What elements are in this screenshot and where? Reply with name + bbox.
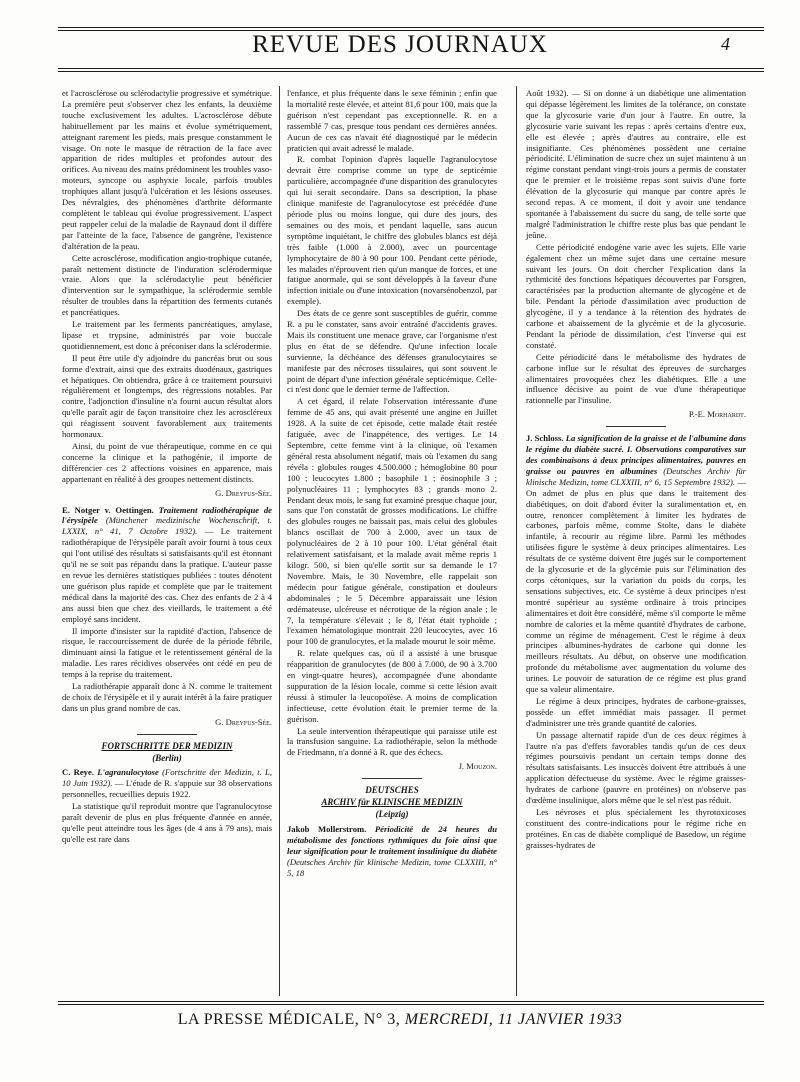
- col2-paragraph-6: La seule intervention thérapeutique qui paraisse utile est la transfusion sanguine. La radiothérapie, selon la méthode de Friedmann, n'a donné à R. que des échecs.: [287, 725, 497, 758]
- col2-paragraph-1: l'enfance, et plus fréquente dans le sexe féminin ; enfin que la mortalité reste élevée, et atteint 81,6 pour 100, mais que la guérison n'est cependant pas exceptionnelle. R. en a rassemblé 7 cas, presque tous pendant ces dernières années. Aucun de ces cas n'avait été diagnostiqué par le médecin praticien qui avait adressé le malade.: [287, 88, 497, 153]
- article-title: La signification de la graisse et de l'albumine dans le régime du diabète sucré. I. Observations comparatives sur des combinaisons à deux principes alimentaires, pauvres en graisse ou pauvres en albumines: [526, 433, 746, 476]
- section-divider: [606, 426, 666, 427]
- col1-paragraph-5: Ainsi, du point de vue thérapeutique, comme en ce qui concerne la clinique et la pathogénie, il importe de différencier ces 2 affections voisines en apparence, mais appartenant en réalité à des groupes nettement distincts.: [62, 441, 272, 484]
- col1-paragraph-4: Il peut être utile d'y adjoindre du pancréas brut ou sous forme d'extrait, ainsi que des extraits duodénaux, gastriques et hépatiques. On obtiendra, grâce à ce traitement poursuivi régulièrement et longtemps, des régressions notables. Par contre, l'adjonction d'insuline n'a fourni aucun résultat alors qu'elle paraît agir de façon transitoire chez les acroscléreux qui réagissent souvent favorablement aux traitements hormonaux.: [62, 352, 272, 440]
- footer-rule-top: [58, 1001, 764, 1002]
- column-3: [526, 88, 746, 852]
- article-text: — On admet de plus en plus que dans le traitement des diabétiques, on doit d'abord éviter la suralimentation et, en outre, renoncer complètement à limiter les hydrates de carbones, parfois même, comme Stolte, dans le diabète infantile, à recourir au régime libre. Parmi les méthodes utilisées figure le système à deux principes alimentaires. Les résultats de ce système doivent être jugés sur le comportement de la glycosurie et de la glycémie puis sur l'élimination des corps cétoniques, sur la variation du poids du corps, les sensations subjectives, etc. Ce système à deux principes n'est montré supérieur au système ordinaire à trois principes alimentaires et doit être considéré, même s'il comporte le même nombre de calories et la même quantité d'hydrates de carbone, comme un régime de ménagement. C'est le régime à deux principes albumines-hydrates de carbone qui donne les meilleurs résultats. Au début, on observe une modification profonde du métabolisme avec augmentation du volume des urines. Le pouvoir de saturation de ce régime est plus grand que sa valeur alimentaire.: [526, 476, 746, 695]
- col1-article2-paragraph-2: Il importe d'insister sur la rapidité d'action, l'absence de risque, le raccourcissement de durée de la période fébrile, diminuant ainsi la fatigue et le retentissement général de la maladie. Les rares récidives observées ont cédé en peu de temps à la reprise du traitement.: [62, 625, 272, 680]
- col2-paragraph-5: R. relate quelques cas, où il a assisté à une brusque réapparition de granulocytes (de 800 à 7.000, de 90 à 3.700 en vingt-quatre heures), accompagnée d'une abondante suppuration de la lésion locale, comme si cette lésion avait réussi à stimuler la leucopoïèse. A moins de complication infectieuse, cette évolution était le premier terme de la guérison.: [287, 648, 497, 724]
- signature: P.-E. Morhardt.: [688, 409, 746, 420]
- article-heading-reye: [62, 767, 272, 800]
- signature: J. Mouzon.: [458, 761, 497, 772]
- article-title: L'agranulocytose: [97, 767, 159, 778]
- col3-paragraph-2: Cette périodicité endogène varie avec les sujets. Elle varie également chez un même sujet dans une certaine mesure suivant les jours. On doit chercher l'explication dans la rythmicité des fonctions hépatiques découvertes par Forsgren, caractérisées par la production alternante de glycogène et de bile. Pendant la période d'assimilation avec production de glycogène, il y a tendance à la rétention des hydrates de carbone et abaissement de la glycémie et de la glycosurie. Pendant la période de dissimilation, c'est l'inverse qui est constaté.: [526, 241, 746, 350]
- col2-paragraph-2: R. combat l'opinion d'après laquelle l'agranulocytose devrait être comprise comme un type de septicémie particulière, accompagnée d'une disparition des granulocytes qui lui serait secondaire. Dans sa description, la phase clinique manifeste de l'agranulocytose est précédée d'une période plus ou moins longue, qui dure des jours, des semaines ou des mois, et pendant laquelle, sans aucun symptôme inquiétant, le chiffre des globules blancs est déjà très faible (1.000 à 2.000), avec un pourcentage lymphocytaire de 80 à 90 pour 100. Pendant cette période, les malades n'éprouvent rien qu'un manque de forces, et une fatigue anormale, qui se sont développés à la faveur d'une infection initiale ou d'une intoxication (novarsénobenzol, par exemple).: [287, 154, 497, 307]
- article-author: Jakob Mollerstrom.: [287, 823, 367, 834]
- col3-article-paragraph-4: Les névroses et plus spécialement les thyrotoxicoses constituent des contre-indications pour le régime riche en protéines. En cas de diabète compliqué de Basedow, un régime graisses-hydrates de: [526, 807, 746, 850]
- section-city: (Leipzig): [375, 809, 409, 819]
- header-rule-top: [58, 27, 764, 28]
- col1-paragraph-2: Cette acrosclérose, modification angio-trophique cutanée, paraît nettement distincte de l'induration sclérodermique vraie. Alors que la sclérodactylie peut bénéficier d'intervention sur le sympathique, la sclérodermie semble résulter de troubles dans la répartition des ferments cutanés et pancréatiques.: [62, 252, 272, 318]
- column-separator-2: [516, 86, 517, 996]
- section-divider: [137, 734, 197, 735]
- col2-paragraph-4: A cet égard, il relate l'observation intéressante d'une femme de 45 ans, qui avait présenté une angine en Juillet 1928. A la suite de cet épisode, cette malade était restée fatiguée, avec de l'inappétence, des vertiges. Le 14 Septembre, cette femme vint à la clinique, où l'examen général resta absolument négatif, mais où l'examen du sang révéla : globules rouges 4.500.000 ; hémoglobine 80 pour 100 ; leucocytes 1.800 ; basophile 1 ; éosinophile 3 ; polynucléaires 11 ; lymphocytes 83 ; grands mono 2. Pendant deux mois, le sang fut examiné presque chaque jour, sans que l'on constatât de grosses modifications. Le chiffre des globules rouges ne baissait pas, mais celui des globules blancs oscillait de 700 à 2.000, avec un taux de polynucléaires de 2 à 10 pour 100. L'état général était relativement satisfaisant, et la malade avait même repris 1 kilogr. 500, si bien qu'elle sortit sur sa demande le 17 Novembre. Mais, le 30 Novembre, elle rappelait son médecin pour fatigue générale, constipation et douleurs abdominales ; le 5 Décembre apparaissait une lésion œdémateuse, ulcéreuse et nécrotique de la région anale ; le 7, la température s'élevait ; le 8, l'état était typhoïde ; l'examen hématologique montrait 220 leucocytes, avec 16 pour 100 de granulocytes, et la malade mourut le soir même.: [287, 396, 497, 647]
- section-divider: [362, 778, 422, 779]
- section-city: (Berlin): [152, 752, 182, 763]
- col3-paragraph-1: Août 1932). — Si on donne à un diabétique une alimentation qui dépasse légèrement les limites de la tolérance, on constate que la glycosurie varie d'un jour à l'autre. En outre, la glycosurie varie suivant les repas : après certains d'entre eux, elle est élevée ; après d'autres au contraire, elle est insignifiante. Ces phénomènes possèdent une certaine périodicité. L'élimination de sucre chez un sujet maintenu à un régime constant pendant vingt-trois jours a permis de constater que le premier et le troisième repas sont suivis d'une forte élévation de la glycosurie qui manque par contre après le second repas. A ce moment, il doit y avoir une tendance spontanée à l'abaissement du sucre du sang, de telle sorte que malgré l'administration le chiffre reste plus bas que pendant le jeûne.: [526, 88, 746, 240]
- article-author: E. Notger v. Oettingen.: [62, 504, 154, 515]
- footer-publication-line: [0, 1011, 800, 1029]
- col1-article3-paragraph-2: La statistique qu'il reproduit montre que l'agranulocytose paraît devenir de plus en plus fréquente d'année en année, qu'elle peut atteindre tous les âges (de 4 ans à 79 ans), mais qu'elle est rare dans: [62, 801, 272, 844]
- header-rule-bottom: [58, 68, 764, 69]
- col2-paragraph-3: Des états de ce genre sont susceptibles de guérir, comme R. a pu le constater, sans avoir entraîné d'accidents graves. Mais ils constituent une menace grave, car l'organisme n'est plus en état de se défendre. Qu'une infection locale survienne, la déchéance des défenses granulocytaires se manifeste par des nécroses tissulaires, qui sont souvent le point de départ d'une infection générale septicémique. Celle-ci n'est donc que le dernier terme de l'affection.: [287, 308, 497, 395]
- article-author: J. Schloss.: [526, 433, 564, 444]
- section-heading-deutsches: DEUTSCHES: [365, 785, 419, 796]
- article-reference: (Deutsches Archiv für klinische Medizin, tome CLXXIII, n° 6, 15 Septembre 1932).: [526, 465, 746, 487]
- signature: G. Dreyfus-Sée.: [215, 487, 272, 498]
- article-text: — Le traitement radiothérapique de l'érysipèle paraît avoir fourni à tous ceux qui l'ont utilisé des résultats si satisfaisants qu'il est étonnant qu'il ne se soit pas répandu dans la pratique. L'auteur passe en revue les dernières statistiques publiées : toutes dénotent une guérison plus rapide et complète que par le traitement médical dans la majorité des cas. Chez des enfants de 2 à 4 ans aussi bien que chez des vieillards, le traitement a été employé sans incident.: [62, 526, 272, 624]
- page-number: 4: [721, 34, 730, 54]
- article-author: C. Reye.: [62, 767, 94, 778]
- article-heading-mollerstrom: [287, 824, 497, 879]
- signature: G. Dreyfus-Sée.: [215, 716, 272, 727]
- article-title: Traitement radiothérapique de l'érysipèle: [62, 504, 272, 526]
- col1-article2-paragraph-3: La radiothérapie apparaît donc à N. comme le traitement de choix de l'érysipèle et il y aurait intérêt à la faire pratiquer dans un plus grand nombre de cas.: [62, 681, 272, 713]
- journal-header-title: REVUE DES JOURNAUX: [252, 31, 548, 58]
- section-heading-archiv: ARCHIV für KLINISCHE MEDIZIN: [321, 797, 463, 808]
- col3-article-paragraph-2: Le régime à deux principes, hydrates de carbone-graisses, possède un effet immédiat mais passager. Il permet d'administrer une très grande quantité de calories.: [526, 695, 746, 728]
- article-reference: (Fortschritte der Medizin, t. L, 10 Juin 1932).: [62, 767, 272, 789]
- column-2: [287, 88, 497, 879]
- article-reference: (Münchener medizinische Wochenschrift, t. LXXIX, n° 41, 7 Octobre 1932).: [62, 515, 272, 537]
- footer-rule-top-2: [58, 1004, 764, 1005]
- col3-article-paragraph-3: Un passage alternatif rapide d'un de ces deux régimes à l'autre n'a pas d'effets favorables tandis qu'un de ces deux régimes poursuivis pendant un certain temps donne des résultats satisfaisants. Les insuccès doivent être attribués à une application défectueuse du système. Avec le régime graisses-hydrates de carbone (pauvre en protéines) on n'observe pas d'œdème insulinique, alors même que le sel n'est pas réduit.: [526, 729, 746, 806]
- column-separator-1: [279, 86, 280, 996]
- section-heading-fortschritte: FORTSCHRITTE DER MEDIZIN: [101, 740, 233, 751]
- column-1: [62, 88, 272, 846]
- footer-publication: LA PRESSE MÉDICALE, N° 3,: [177, 1011, 401, 1028]
- col3-paragraph-3: Cette périodicité dans le métabolisme des hydrates de carbone influe sur le résultat des épreuves de surcharges alimentaires provoquées chez les diabétiques. Elle a une influence décisive au point de vue d'une thérapeutique rationnelle par l'insuline.: [526, 351, 746, 406]
- header-rule-bottom-2: [58, 71, 764, 72]
- article-reference: (Deutsches Archiv für klinische Medizin, tome CLXXIII, n° 5, 18: [287, 856, 497, 878]
- article-heading-oettingen: [62, 505, 272, 625]
- footer-date: MERCREDI, 11 JANVIER 1933: [404, 1011, 623, 1028]
- article-heading-schloss: [526, 433, 746, 695]
- col1-paragraph-3: Le traitement par les ferments pancréatiques, amylase, lipase et trypsine, administrés par voie buccale quotidiennement, est donc à préconiser dans la sclérodermie.: [62, 319, 272, 351]
- article-title: Périodicité de 24 heures du métabolisme des fonctions rythmiques du foie ainsi que leur signification pour le traitement insulinique du diabète: [287, 823, 497, 856]
- article-text: — L'étude de R. s'appuie sur 38 observations personnelles, recueillies depuis 1922.: [62, 778, 272, 800]
- col1-paragraph-1: et l'acrosclérose ou sclérodactylie progressive et symétrique. La première peut s'observer chez les enfants, la deuxième touche exclusivement les adultes. L'acrosclérose débute habituellement par les mains et évolue symétriquement, atteignant rarement les pieds, mais presque constamment le visage. On note le masque de rétraction de la face avec apparition de rides multiples et profondes autour des orifices. Au niveau des mains prédominent les troubles vaso-moteurs, syncope ou asphyxie locale, parfois troubles trophiques allant jusqu'à l'ulcération et les lésions osseuses. Des névralgies, des phénomènes d'arthrite déformante complètent le tableau qui évolue progressivement. L'aspect peut rappeler celui de la maladie de Raynaud dont il diffère par l'atteinte de la face, l'absence de gangrène, l'existence d'altération de la peau.: [62, 88, 272, 251]
